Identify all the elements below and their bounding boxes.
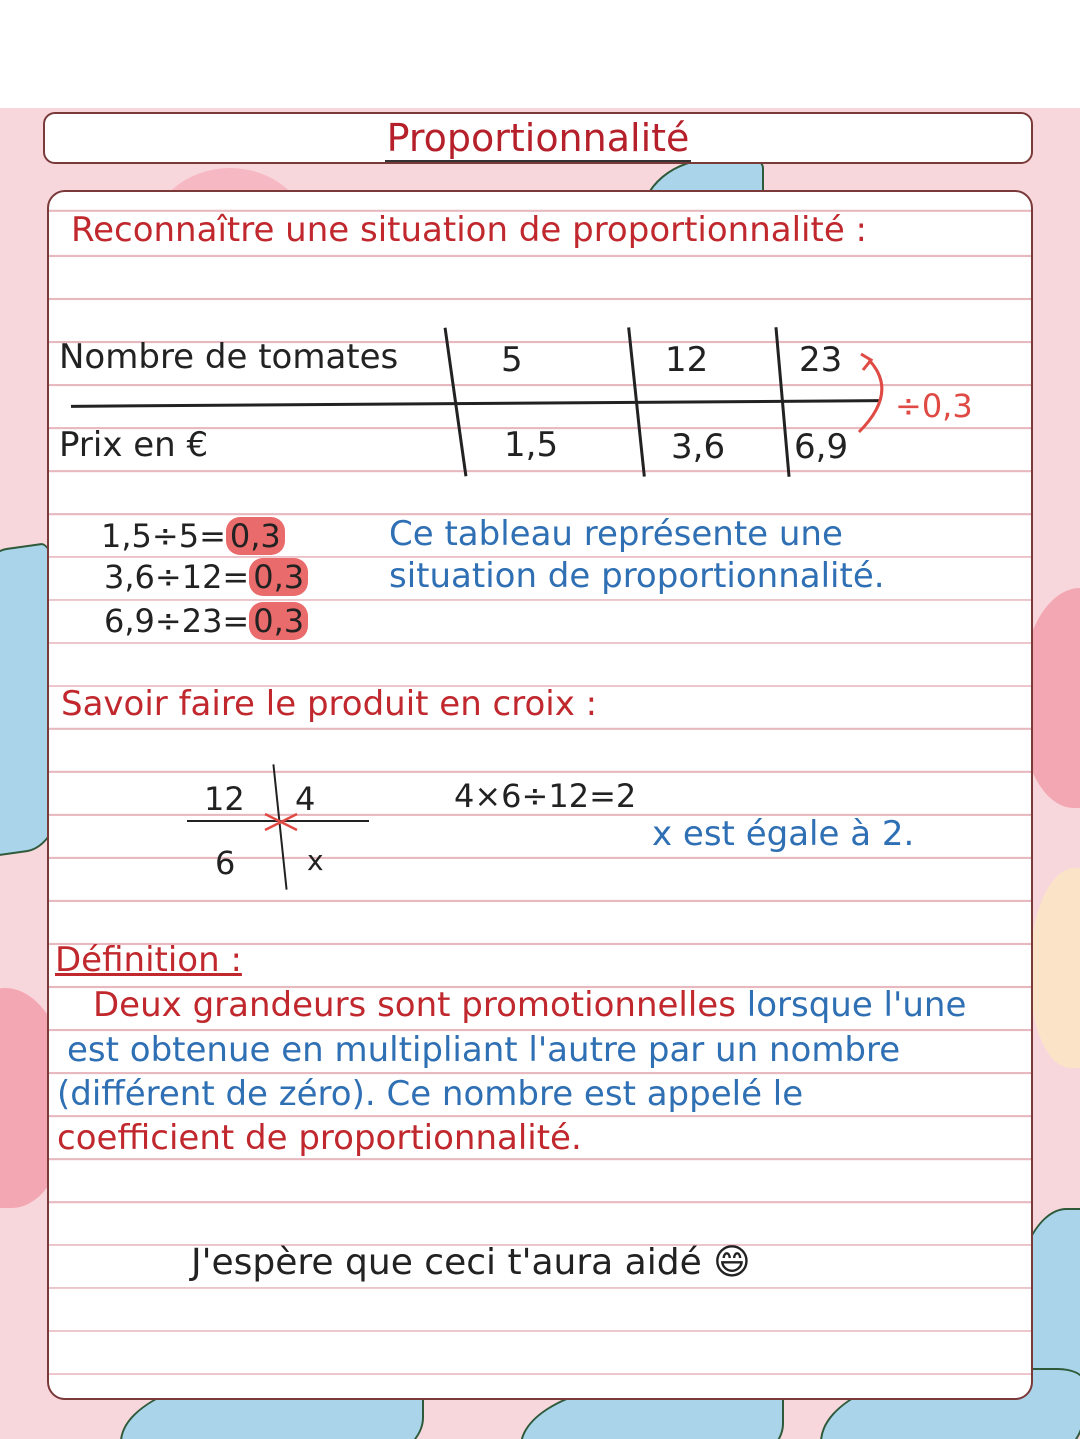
calculation-line: 1,5÷5= 0,3 — [101, 517, 285, 555]
highlighted-result: 0,3 — [226, 517, 285, 555]
table-cell: 5 — [501, 340, 523, 380]
table-divider — [71, 399, 881, 408]
section-heading-recognize: Reconnaître une situation de proportionnalité : — [71, 210, 868, 250]
section-heading-cross-product: Savoir faire le produit en croix : — [61, 684, 598, 724]
cross-cell: 12 — [204, 780, 245, 818]
conclusion-line1: Ce tableau représente une — [389, 514, 843, 554]
cross-result: x est égale à 2. — [652, 814, 915, 854]
definition-line1b: lorsque l'une — [746, 985, 967, 1025]
cross-cell: 6 — [215, 844, 236, 882]
definition-heading: Définition : — [55, 940, 242, 980]
definition-line4: coefficient de proportionnalité. — [57, 1118, 582, 1158]
definition-line2: est obtenue en multipliant l'autre par un nombre — [67, 1030, 901, 1070]
calculation-line: 3,6÷12= 0,3 — [104, 558, 308, 596]
table-cell: 1,5 — [504, 425, 559, 465]
smile-emoji-icon: 😄 — [713, 1242, 751, 1283]
definition-line3: (différent de zéro). Ce nombre est appelé le — [57, 1074, 804, 1114]
definition-line1a: Deux grandeurs sont promotionnelles — [93, 985, 747, 1025]
table-cell: 3,6 — [671, 427, 726, 467]
cross-cell: x — [307, 844, 324, 877]
cross-cell: 4 — [295, 780, 316, 818]
cross-formula: 4×6÷12=2 — [454, 777, 637, 815]
table-cell: 23 — [799, 340, 843, 380]
table-cell: 12 — [665, 340, 709, 380]
notebook-page — [47, 190, 1033, 1400]
highlighted-result: 0,3 — [249, 558, 308, 596]
closing-message: J'espère que ceci t'aura aidé 😄 — [191, 1242, 751, 1283]
page-title: Proportionnalité — [386, 116, 690, 160]
table-row1-label: Nombre de tomates — [59, 337, 399, 377]
table-cell: 6,9 — [794, 427, 849, 467]
table-row2-label: Prix en € — [59, 425, 209, 465]
calculation-line: 6,9÷23= 0,3 — [104, 602, 308, 640]
coefficient-label: ÷0,3 — [895, 387, 973, 425]
conclusion-line2: situation de proportionnalité. — [389, 556, 885, 596]
title-box — [43, 112, 1033, 164]
highlighted-result: 0,3 — [249, 602, 308, 640]
cross-arrow-icon — [259, 808, 305, 836]
